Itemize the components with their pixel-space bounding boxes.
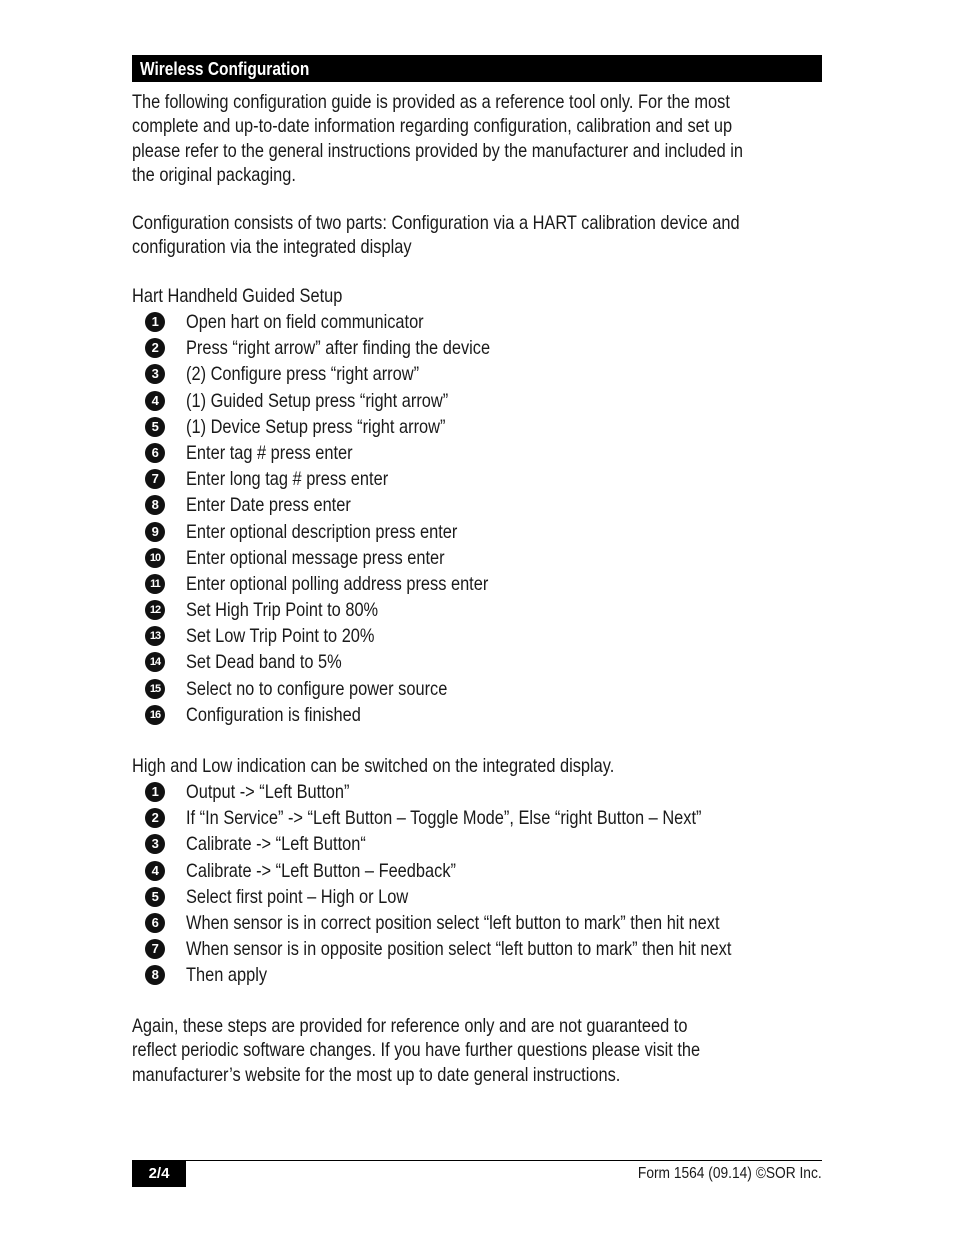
step-number-badge: 2 bbox=[145, 338, 165, 358]
closing-line: manufacturer’s website for the most up to date general instructions. bbox=[132, 1063, 621, 1086]
step-number-badge: 7 bbox=[145, 939, 165, 959]
step-text: Enter optional polling address press enter bbox=[186, 572, 489, 595]
step-text: (1) Device Setup press “right arrow” bbox=[186, 415, 446, 438]
section-header-bar bbox=[132, 55, 822, 82]
step-text: Enter long tag # press enter bbox=[186, 468, 389, 491]
hart-heading: Hart Handheld Guided Setup bbox=[132, 285, 343, 307]
step-number-badge: 15 bbox=[145, 679, 165, 699]
step-text: Press “right arrow” after finding the device bbox=[186, 337, 491, 360]
step-number-badge: 6 bbox=[145, 443, 165, 463]
step-number-badge: 13 bbox=[145, 626, 165, 646]
parts-line: Configuration consists of two parts: Configuration via a HART calibration device and bbox=[132, 212, 740, 234]
step-number-badge: 14 bbox=[145, 652, 165, 672]
section-title: Wireless Configuration bbox=[140, 59, 310, 79]
step-number-badge: 7 bbox=[145, 469, 165, 489]
step-text: Calibrate -> “Left Button“ bbox=[186, 833, 366, 856]
step-text: Set Dead band to 5% bbox=[186, 651, 342, 674]
step-number-badge: 6 bbox=[145, 913, 165, 933]
closing-line: reflect periodic software changes. If you have further questions please visit the bbox=[132, 1039, 701, 1062]
footer-divider bbox=[132, 1160, 822, 1161]
intro-line: The following configuration guide is provided as a reference tool only. For the most bbox=[132, 91, 730, 113]
step-number-badge: 3 bbox=[145, 364, 165, 384]
step-text: (2) Configure press “right arrow” bbox=[186, 363, 420, 386]
step-number-badge: 1 bbox=[145, 782, 165, 802]
parts-line: configuration via the integrated display bbox=[132, 236, 412, 259]
step-text: Open hart on field communicator bbox=[186, 311, 424, 333]
step-number-badge: 4 bbox=[145, 861, 165, 881]
step-number-badge: 16 bbox=[145, 705, 165, 725]
step-text: Then apply bbox=[186, 964, 268, 987]
step-number-badge: 5 bbox=[145, 887, 165, 907]
step-text: (1) Guided Setup press “right arrow” bbox=[186, 389, 449, 412]
step-number-badge: 3 bbox=[145, 834, 165, 854]
intro-line: the original packaging. bbox=[132, 164, 296, 187]
intro-line: complete and up-to-date information regarding configuration, calibration and set up bbox=[132, 115, 733, 138]
closing-paragraph bbox=[132, 1014, 700, 1087]
step-text: Enter Date press enter bbox=[186, 494, 351, 517]
step-number-badge: 9 bbox=[145, 522, 165, 542]
step-text: Enter optional description press enter bbox=[186, 520, 458, 543]
closing-line: Again, these steps are provided for reference only and are not guaranteed to bbox=[132, 1015, 688, 1037]
step-number-badge: 5 bbox=[145, 417, 165, 437]
step-number-badge: 1 bbox=[145, 312, 165, 332]
step-number-badge: 12 bbox=[145, 600, 165, 620]
step-text: Select first point – High or Low bbox=[186, 885, 409, 908]
step-text: Set High Trip Point to 80% bbox=[186, 599, 379, 622]
intro-paragraph bbox=[132, 90, 743, 188]
page-number: 2/4 bbox=[148, 1165, 170, 1182]
step-text: Calibrate -> “Left Button – Feedback” bbox=[186, 859, 456, 882]
step-number-badge: 2 bbox=[145, 808, 165, 828]
step-text: Enter tag # press enter bbox=[186, 441, 353, 464]
step-text: When sensor is in correct position select “left button to mark” then hit next bbox=[186, 911, 720, 934]
step-text: Enter optional message press enter bbox=[186, 546, 445, 569]
parts-paragraph bbox=[132, 211, 740, 260]
step-number-badge: 8 bbox=[145, 965, 165, 985]
step-text: Set Low Trip Point to 20% bbox=[186, 625, 375, 648]
step-number-badge: 10 bbox=[145, 548, 165, 568]
step-text: When sensor is in opposite position select “left button to mark” then hit next bbox=[186, 938, 732, 961]
form-identifier: Form 1564 (09.14) ©SOR Inc. bbox=[638, 1165, 822, 1182]
step-number-badge: 11 bbox=[145, 574, 165, 594]
display-heading: High and Low indication can be switched on the integrated display. bbox=[132, 755, 615, 777]
step-text: If “In Service” -> “Left Button – Toggle Mode”, Else “right Button – Next” bbox=[186, 807, 702, 830]
intro-line: please refer to the general instructions provided by the manufacturer and included in bbox=[132, 139, 743, 162]
step-text: Configuration is finished bbox=[186, 703, 361, 726]
step-number-badge: 8 bbox=[145, 495, 165, 515]
step-text: Select no to configure power source bbox=[186, 677, 448, 700]
step-text: Output -> “Left Button” bbox=[186, 781, 350, 803]
step-number-badge: 4 bbox=[145, 391, 165, 411]
page-number-box bbox=[132, 1161, 186, 1187]
